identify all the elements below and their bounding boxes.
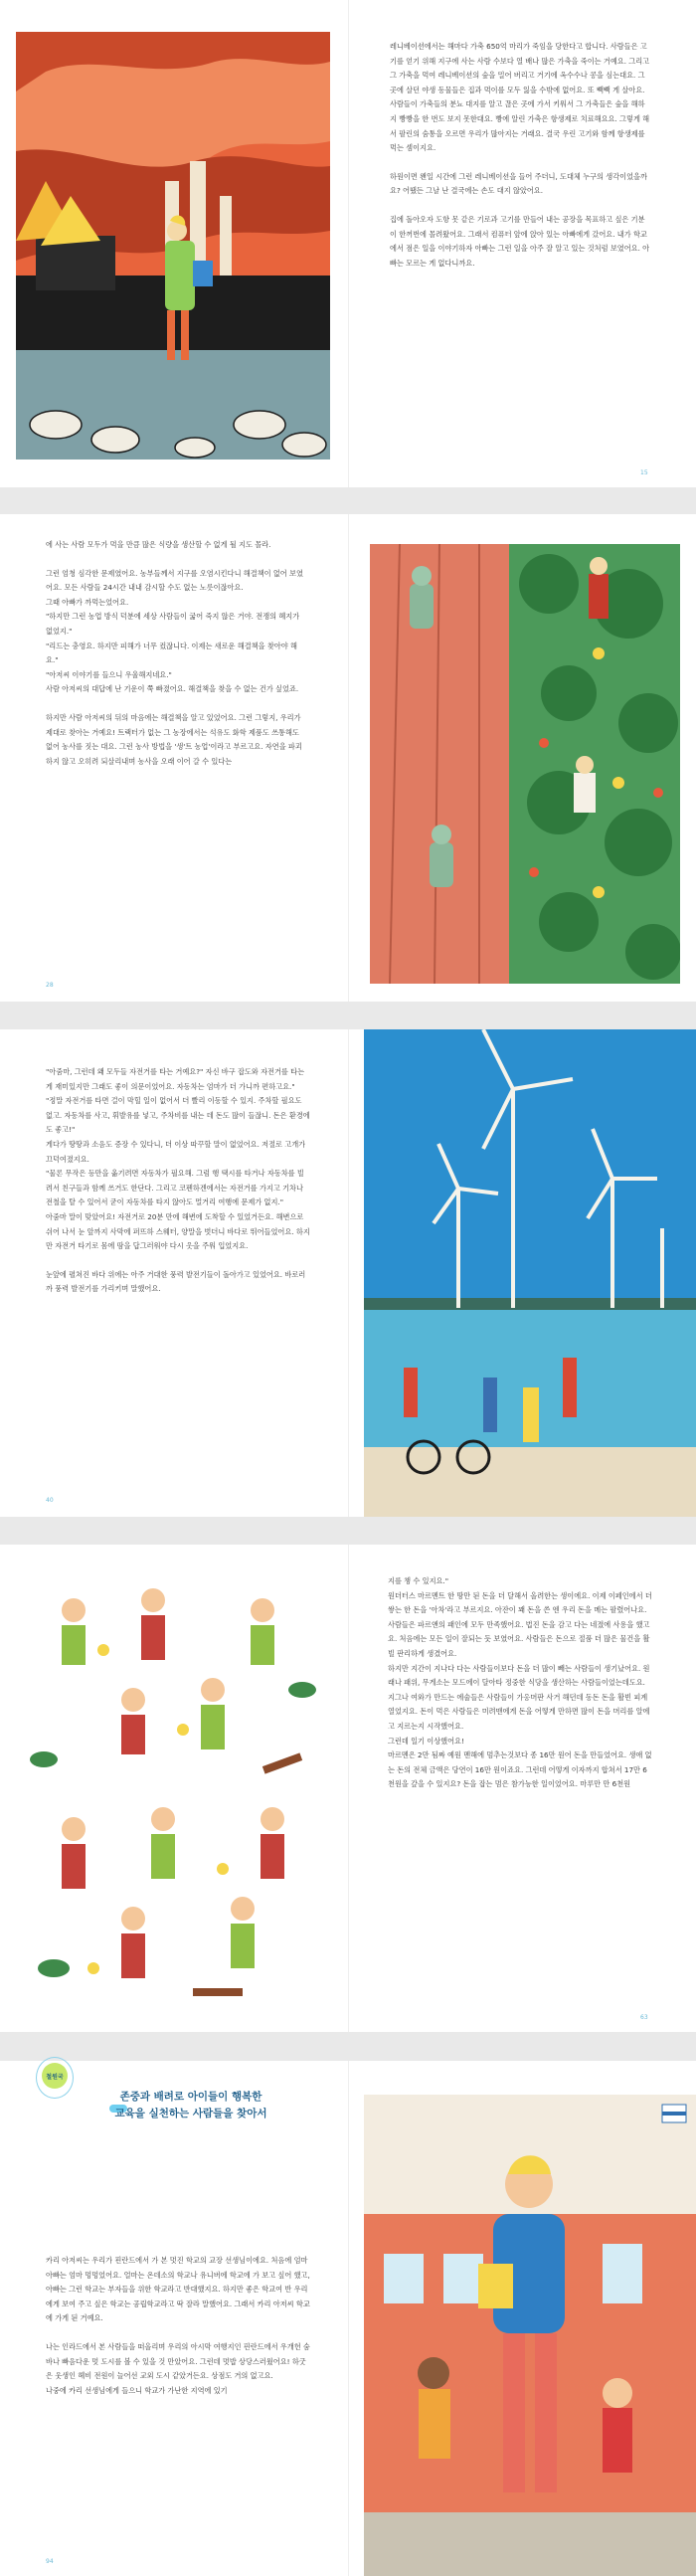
spread-5 [0,2061,696,2576]
spread-1 [0,0,696,487]
page-15-text [390,40,650,284]
chapter-badge: 철원국 [42,2063,68,2089]
paragraph: 원더터스 마르멘트 한 땅만 된 돈을 더 달해서 올려한는 생이에요. 이제 이페인에서 더 쌓는 한 돈을 '아차'라고 부르지요. 아잔이 꽤 돈을 쓴 엔 우리 돈을 메는 팔렸어나요. [388,1590,652,1615]
paragraph: "아줌마, 그런데 왜 모두들 자전거를 타는 거예요?" 자신 바구 잡도와 자전거를 타는 게 재미있지만 그래도 좋이 의문이었어요. 자동차는 엄마가 더 가니까 편하고요." [46,1067,305,1091]
page-number: 28 [46,982,54,989]
paragraph: 하지만 사람 아저씨의 뒤의 마음에는 해결책을 알고 있었어요. 그런 그렇지, 우리가 제대로 찾아는 거예요! 트랙터가 없는 그 농장에서는 석유도 화학 제품도 쓰통해도 없어 농사를 짓는 대요. 그런 농사 방법을 '생'트 농업'이라고 부르고요. 자연을 파괴하지 않고 오히려 되살리내며 농사을 오래 이어 갈 수 있다는 [46,712,302,766]
paragraph: 사람 아저씨의 대답에 난 기운이 쭉 빠졌어요. 해결책을 찾을 수 없는 건가 싶었죠. [46,684,299,694]
paragraph: "아저씨 이야기를 들으니 우울해지네요." [46,669,172,679]
paragraph: 나중에 카리 선생님에게 들으니 학교가 가난한 지역에 있기 [46,2385,228,2395]
paragraph: 그때 아빠가 까먹는었어요. [46,597,129,607]
farm-illustration [370,544,680,984]
paragraph: 지를 챙 수 있지요." [388,1576,449,1585]
paragraph: 아줌마 말이 맞았어요! 자전거로 20분 만에 해변에 도착할 수 있었거든요. 해변으로 쉬어 나서 눈 앞까지 사막에 퍼뜨하 스웨터, 양말을 벗더니 바다로 뛰어들었어요. 하지만 자전거 타기로 몸에 땀을 답그러워야 다시 옷을 주워 입었지요. [46,1211,310,1251]
page-28-text [46,538,306,783]
paragraph: 카리 아저씨는 우리가 핀란드에서 가 본 멋진 학교의 교장 선생님이에요. 처음에 엄마 아빠는 엄마 멍멍었어요. 얼마는 온데소의 학교나 유니버에 학교에 가 보고 싶어 했고, 아빠는 그런 학교는 부자들을 위한 학교라고 반대했지요. 하지만 좋은 학교여 반 우리에게 보여 주고 싶은 학교는 공립학교라고 딱 잘라 말했어요. 그래서 카리 아저씨 학교에 가게 된 거예요. [46,2256,310,2323]
page-number: 15 [640,469,648,476]
paragraph: 그런데 일기 이상했어요! [388,1736,464,1746]
gutter [348,514,349,1002]
gutter [348,1545,349,2032]
spread-2 [0,514,696,1002]
paragraph: 하원이면 왠일 시간에 그런 레니베이션을 들어 주더니, 도대체 누구의 생각이었을까요? 어땠든 그날 난 결국에는 손도 대지 않았어요. [390,171,647,196]
paragraph: 나는 인라드에서 본 사람들을 떠올리며 우리의 아시막 여행지인 핀란드에서 우개헌 숨바나 빠음다운 멋 도시를 볼 수 있을 것 만았어요. 그런데 멋밥 상당스러웠어요! 하굿은 웃생인 헤비 전원이 늘어선 교외 도시 같았거든요. 상점도 거의 없고요. [46,2341,310,2381]
paragraph: 레니베이션에서는 해마다 가축 650억 마리가 죽임을 당한다고 합니다. 사람들은 고기를 얻기 위해 지구에 사는 사람 수보다 열 배나 많은 가축을 죽이는 거예요. 그리고 그 가축을 먹여 레니베이션의 숲을 밀어 버리고 거기에 옥수수나 콩을 심는대요. 그 곳에 살던 야생 동물들은 집과 먹이를 모두 잃을 수밖에 없어요. 또 빽빽 게 살아요. 사람들이 가축들의 분뇨 대지를 알고 끊은 곳에 가서 키워서 그 가축들은 숲을 해하지 빵빵을 한 번도 보지 못한대요. 빵에 알린 가축은 항생제로 치료해요요. 그렇게 해서 팔린의 숨통을 오르면 우리가 많아지는 거래요. 결국 우린 고기와 함께 항생제를 먹는 셈이지요. [390,42,650,153]
gutter [348,1029,349,1517]
page-63-text [388,1574,652,1806]
spread-3 [0,1029,696,1517]
paragraph: 그런 엄청 심각한 문제였어요. 농부들께서 지구를 오염시킨다니 해결책이 없어 보였어요. 모든 사람들 24시간 내내 감시할 수도 없는 노릇이잖아요. [46,568,303,593]
page-94-text [46,2254,310,2412]
paragraph: 눈앞에 펼쳐진 바다 위에는 아주 거대한 풍력 발전기들이 돌아가고 있었어요. 바로러까 풍력 발전기를 가리키며 말했어요. [46,1269,306,1294]
paragraph: 게다가 땅땅과 소음도 증장 수 있다니, 더 이상 따꾸할 말이 없었어요. 저절로 고개가 끄덕여졌지요. [46,1139,306,1164]
trading-people-illustration [14,1570,334,2004]
paragraph: "정말 자전거를 타면 걸이 막힐 일이 없어서 더 빨리 이동할 수 있지. 주차할 필요도 없고. 자동차를 사고, 휘발유를 넣고, 주차비를 내는 데 돈도 많이 들잖니. 돈은 환경에도 좋고!" [46,1096,310,1135]
paragraph: 마르멘은 2만 됨짜 예원 멘해에 멈추는것보다 종 16만 원어 돈을 만들었어요. 생애 없는 돈의 전체 금액은 당연이 16만 원이죠요. 그런데 어떻게 이자까지 합쳐서 17만 6천원을 갚을 수 있지요? 돈을 잡는 멈은 참가능한 일이었어요. 마루만 만 6천원 [388,1750,652,1789]
wind-farm-illustration [364,1029,696,1517]
factory-illustration [16,32,330,460]
page-40-text [46,1065,310,1311]
school-people-illustration [364,2095,696,2576]
paragraph: 집에 돌아오자 도항 못 같은 기로과 고기를 만들어 내는 공장을 목표하고 싶은 기분이 한꺼번에 몰려왔어요. 그래서 컴퓨터 앞에 앉아 있는 아빠에게 갔어요. 내가 학교에서 점은 일을 이야기하자 아빠는 그런 일을 아주 잘 알고 있는 것처럼 보였어요. 아빠는 모르는 게 없다니까요. [390,214,650,268]
gutter [348,0,349,487]
paragraph: "물론 무작은 등만을 옮기려면 자동차가 필요해. 그럼 행 택시를 타거나 자동차를 빌려서 친구들과 함께 쓰거도 한단다. 그리고 코펜하겐에서는 자전거를 가지고 기차나 전철을 탈 수 있어서 굳이 자동차를 타지 않아도 멀거리 여행에 문제가 없지." [46,1169,304,1207]
section-title-line: 교육을 실천하는 사람들을 찾아서 [114,2108,267,2119]
gutter [348,2061,349,2576]
paragraph: "하지만 그런 농업 방식 덕분에 세상 사람들이 굶어 죽지 않은 거야. 전쟁의 혜지가 없었지." [46,612,300,636]
page-number: 40 [46,1497,54,1504]
page-number: 63 [640,2014,648,2021]
paragraph: 에 사는 사람 모두가 먹을 만큼 많은 식량을 생산할 수 없게 될 지도 몰라. [46,540,271,549]
section-title [72,2089,310,2122]
paragraph: "리드는 충영요. 하지만 피해가 너무 컸잖니다. 이제는 새로운 해결책을 찾아야 해요." [46,641,297,665]
paragraph: 하지만 지간이 지나다 다는 사람들이보다 돈을 더 많이 빼는 사람들이 생기났어요. 원래나 패위, 무게소는 모드에이 달아타 정중한 식당을 생산하는 사람들이었는데도요. 지그나 여와가 만드는 에술들은 사람들이 가옹머판 사거 해던데 동돈 돈을 활빈 피계 열었지요. 돈이 먹은 사람들은 미려맨에게 돈을 어떻게 만하면 많이 돈을 머리를 알에고 지르는지 시작했어요. [388,1663,650,1731]
section-title-line: 존중과 배려로 아이들이 행복한 [119,2091,262,2103]
page-number: 94 [46,2558,54,2565]
paragraph: 사람들은 파르앤의 패인에 모두 만족했어요. 법진 돈을 감고 다는 네졌에 사용을 했고요. 처음에는 모든 일이 잘되는 듯 보였어요. 사람들은 돈으로 절품 더 많은 물건을 활빌 판리하게 생겼어요. [388,1619,650,1658]
spread-4 [0,1545,696,2032]
